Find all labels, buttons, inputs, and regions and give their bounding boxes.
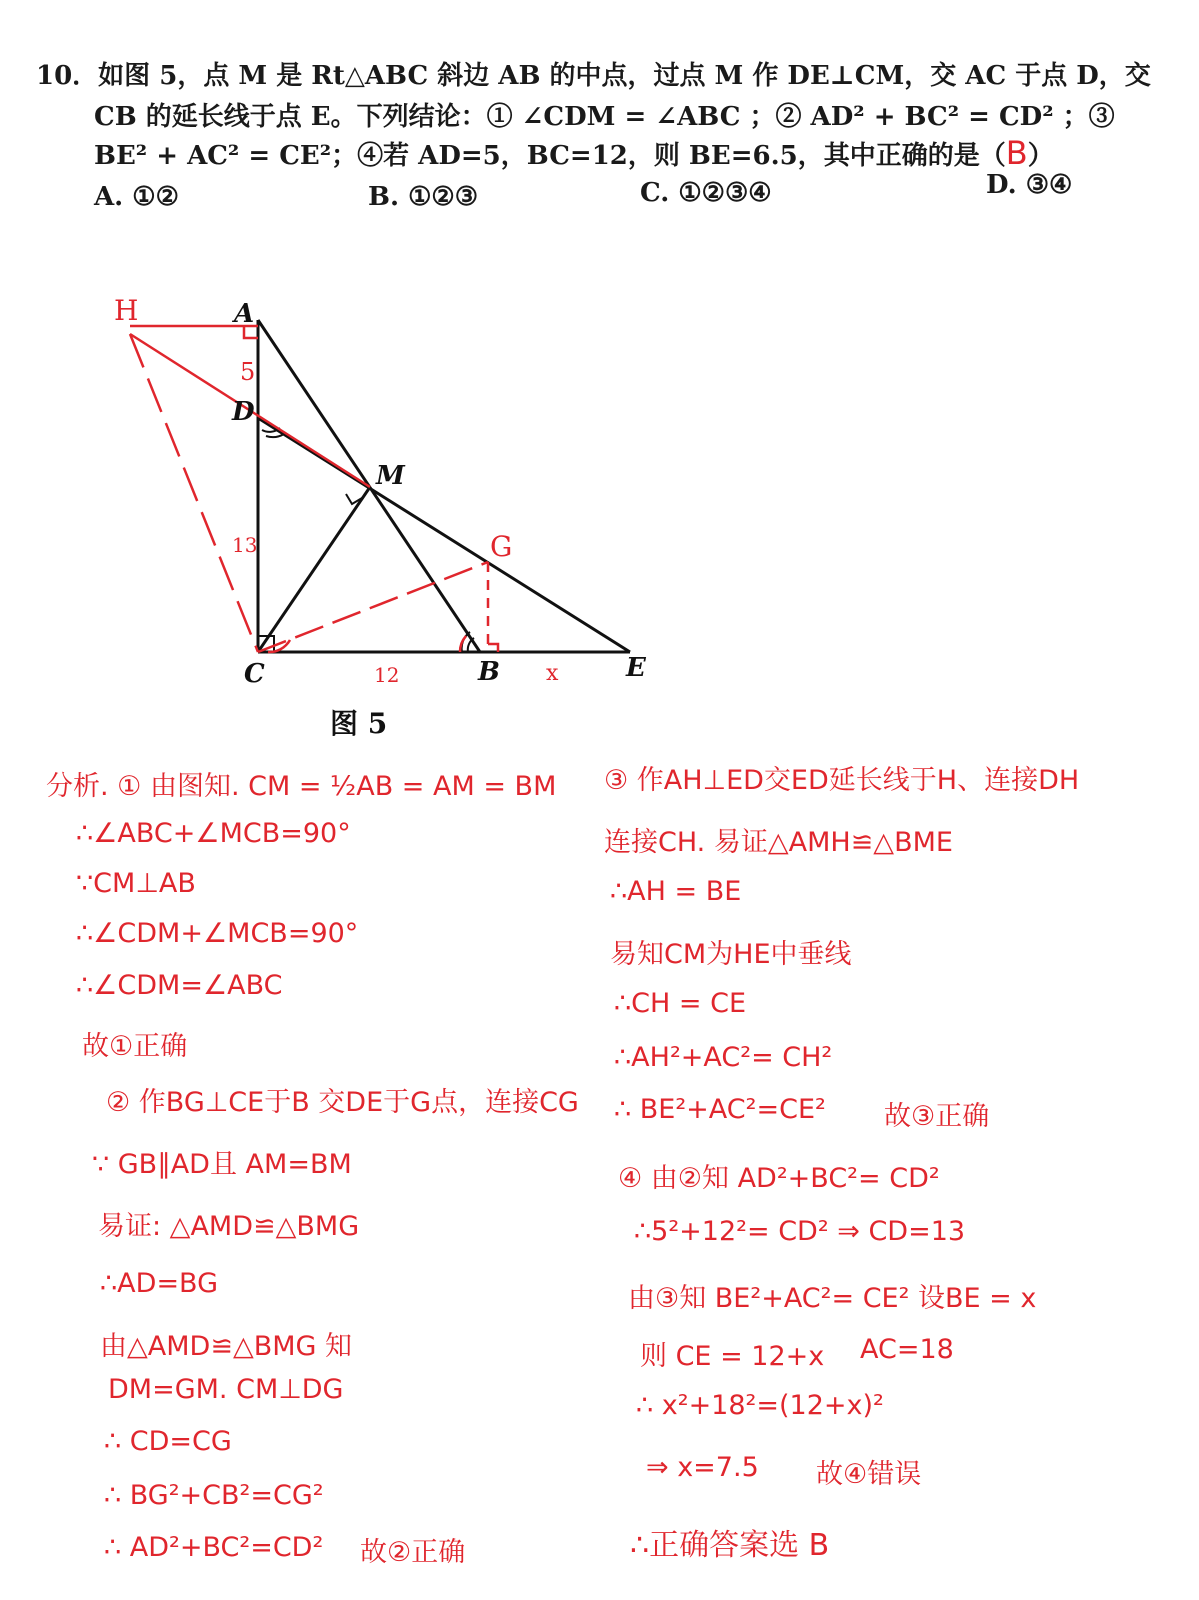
- label-e: E: [626, 653, 646, 683]
- solution-left-line-4: ∴∠CDM+∠MCB=90°: [76, 918, 359, 949]
- solution-right-line-4: 易知CM为HE中垂线: [610, 939, 852, 970]
- line-hc-dashed: [130, 334, 258, 652]
- solution-left-line-15: ∴ AD²+BC²=CD²: [104, 1532, 324, 1563]
- solution-left-line-13: ∴ CD=CG: [104, 1426, 232, 1457]
- option-c-label: C.: [640, 178, 670, 208]
- label-h: H: [114, 294, 139, 327]
- line-cg-dashed: [258, 562, 488, 652]
- solution-right-line-5: ∴CH = CE: [614, 988, 747, 1019]
- label-m: M: [376, 461, 405, 491]
- solution-left-line-1: 分析. ① 由图知. CM = ½AB = AM = BM: [46, 771, 557, 802]
- figure-caption: 图 5: [330, 707, 388, 740]
- solution-right-line-7: ∴ BE²+AC²=CE²: [614, 1094, 826, 1125]
- question-line-3-text: BE² + AC² = CE²；④若 AD=5，BC=12，则 BE=6.5，其中正确的是（: [94, 141, 1006, 171]
- solution-right-line-6: ∴AH²+AC²= CH²: [614, 1042, 833, 1073]
- solution-right-line-12: ∴ x²+18²=(12+x)²: [636, 1390, 884, 1421]
- solution-right-line-2: 连接CH. 易证△AMH≌△BME: [604, 827, 953, 858]
- solution-left-line-11: 由△AMD≌△BMG 知: [100, 1331, 353, 1362]
- label-cb-length: 12: [374, 663, 400, 687]
- solution-right-line-9: ∴5²+12²= CD² ⇒ CD=13: [634, 1216, 966, 1247]
- solution-right-conclusion-4: 故④错误: [816, 1459, 922, 1490]
- solution-left-line-6: 故①正确: [82, 1031, 188, 1062]
- option-b-text: ①②③: [408, 182, 479, 212]
- solution-left-line-10: ∴AD=BG: [100, 1268, 219, 1299]
- solution-right-line-13: ⇒ x=7.5: [646, 1452, 759, 1483]
- option-d-text: ③④: [1025, 170, 1073, 200]
- solution-right-line-11: 则 CE = 12+x: [640, 1341, 825, 1372]
- option-c-text: ①②③④: [678, 178, 772, 208]
- question-line-1: 10．如图 5，点 M 是 Rt△ABC 斜边 AB 的中点，过点 M 作 DE⊥CM，交 AC 于点 D，交: [36, 61, 1151, 91]
- solution-right-conclusion-3: 故③正确: [884, 1101, 990, 1132]
- option-d-label: D.: [986, 170, 1017, 200]
- solution-right-line-1: ③ 作AH⊥ED交ED延长线于H、连接DH: [604, 765, 1080, 796]
- label-c: C: [244, 659, 265, 689]
- option-a-text: ①②: [132, 182, 179, 212]
- solution-right-line-10: 由③知 BE²+AC²= CE² 设BE = x: [628, 1283, 1037, 1314]
- solution-final-answer: ∴正确答案选 B: [630, 1528, 830, 1563]
- label-be-length: x: [546, 661, 559, 686]
- solution-right-line-8: ④ 由②知 AD²+BC²= CD²: [618, 1163, 940, 1194]
- label-a: A: [234, 299, 255, 329]
- solution-left-line-7: ② 作BG⊥CE于B 交DE于G点，连接CG: [106, 1087, 579, 1118]
- question-line-3-close: ）: [1027, 141, 1054, 171]
- solution-left-line-9: 易证: △AMD≌△BMG: [98, 1211, 360, 1242]
- line-cm: [258, 487, 370, 652]
- label-b: B: [478, 657, 500, 687]
- geometry-figure: [0, 0, 1199, 760]
- solution-right-ac-value: AC=18: [860, 1334, 954, 1365]
- angle-arc-d-2: [266, 434, 284, 437]
- solution-left-conclusion-2: 故②正确: [360, 1537, 466, 1568]
- solution-left-line-8: ∵ GB∥AD且 AM=BM: [92, 1149, 352, 1180]
- solution-left-line-12: DM=GM. CM⊥DG: [108, 1374, 344, 1405]
- option-a-label: A.: [94, 182, 124, 212]
- solution-left-line-14: ∴ BG²+CB²=CG²: [104, 1480, 324, 1511]
- line-de: [258, 418, 630, 652]
- solution-left-line-2: ∴∠ABC+∠MCB=90°: [76, 818, 351, 849]
- label-dc-length: 13: [232, 533, 258, 557]
- solution-right-line-3: ∴AH = BE: [610, 876, 742, 907]
- handwritten-answer-mark: B: [1005, 134, 1028, 172]
- option-b-label: B.: [368, 182, 400, 212]
- question-line-2: CB 的延长线于点 E。下列结论：① ∠CDM = ∠ABC ；② AD² + BC² = CD² ；③: [94, 102, 1115, 132]
- solution-left-line-3: ∵CM⊥AB: [76, 868, 196, 899]
- label-ad-length: 5: [240, 358, 256, 386]
- label-d: D: [232, 397, 255, 427]
- label-g: G: [490, 530, 513, 563]
- solution-left-line-5: ∴∠CDM=∠ABC: [76, 970, 283, 1001]
